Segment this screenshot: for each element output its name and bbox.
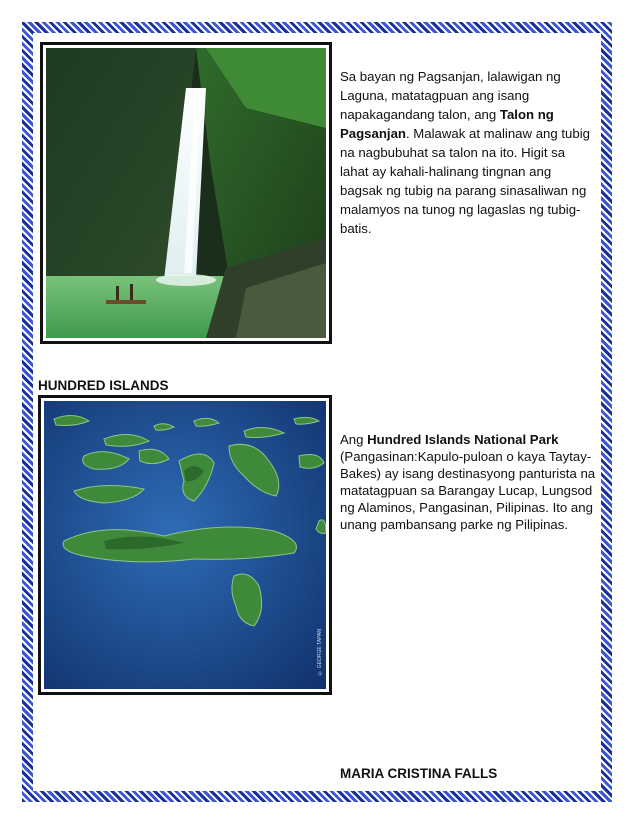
paragraph-text: (Pangasinan:Kapulo-puloan o kaya Taytay-Bakes) ay isang destinasyong panturista na matatagpuan sa Barangay Lucap, Lungsod ng Alaminos, Pangasinan, Pilipinas. Ito ang unang pambansang parke ng Pilipinas. (340, 449, 596, 532)
maria-cristina-falls-heading: MARIA CRISTINA FALLS (340, 766, 498, 781)
hundred-islands-photo (38, 395, 332, 695)
hundred-islands-heading: HUNDRED ISLANDS (38, 378, 169, 393)
islands-aerial-image (44, 401, 326, 689)
hundred-islands-description (340, 431, 596, 533)
paragraph-text: Sa bayan ng Pagsanjan, lalawigan ng Laguna, matatagpuan ang isang napakagandang talon, ang (340, 69, 561, 122)
paragraph-text: Ang (340, 432, 368, 447)
paragraph-bold-text: Hundred Islands National Park (367, 432, 559, 447)
paragraph-text: . Malawak at malinaw ang tubig na nagbubuhat sa talon na ito. Higit sa lahat ay kahali-halinang tingnan ang bagsak ng tubig na parang sinasaliwan ng malamyos na tunog ng lagaslas ng tubig-batis. (340, 126, 590, 236)
photo-credit: © GEORGE TAPAN (317, 629, 323, 676)
pagsanjan-description (340, 67, 596, 238)
pagsanjan-falls-photo (40, 42, 332, 344)
waterfall-image (46, 48, 326, 338)
paragraph-bold-text: Talon ng Pagsanjan (340, 107, 554, 141)
